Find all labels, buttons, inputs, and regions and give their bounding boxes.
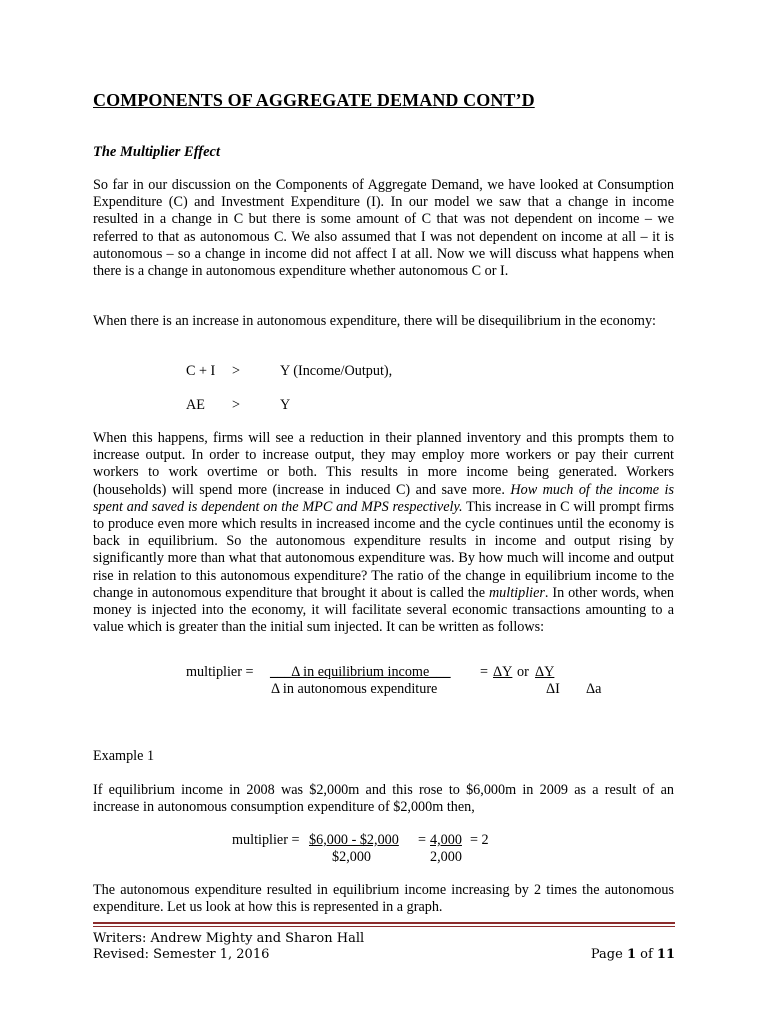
explanation-part-c: This increase in C will prompt firms to produce even more which results in increased income and the cycle continues until the economy is back in equilibrium. So the autonomous expenditure results in income and output rising by significantly more than what that autonomous expenditure was. By how much will income and output rise in relation to this autonomous expenditure? The ratio of the change in equilibrium income to the change in autonomous expenditure that brought it about is called the [93,498,675,601]
explanation-part-e: . In other words, when money is injected into the economy, it will facilitate several economic transactions amounting to a value which is greater than the initial sum injected. It can be written as follows: [93,584,674,636]
formula2-result: = 2 [470,832,489,848]
footer-rule-thin [93,926,675,927]
formula2-lhs: multiplier = [232,832,300,848]
explanation-italic-mpc: How much of the income is spent and saved is dependent on the MPC and MPS respectively. [93,481,674,515]
ineq2-right: Y [280,397,291,413]
footer-revised-row [93,947,675,963]
ineq1-left: C + I [186,363,216,379]
formula2-num2: 4,000 [430,832,462,848]
formula1-dy1: ΔY [493,664,513,680]
explanation-paragraph [93,430,674,636]
formula1-da: Δa [586,681,602,697]
intro-paragraph: So far in our discussion on the Components of Aggregate Demand, we have looked at Consumption Expenditure (C) and Investment Expenditure (I). In our model we saw that a change in income resulted in a change in C but there is some amount of C that was not dependent on income – we referred to that as autonomous C. We also assumed that I was not dependent on income at all – it is autonomous – so a change in income did not affect I at all. Now we will discuss what happens when there is a change in autonomous expenditure whether autonomous C or I. [93,177,674,280]
ineq2-op: > [232,397,241,413]
formula2-numerator: $6,000 - $2,000 [309,832,399,848]
page-word: Page [590,947,623,962]
document-title: COMPONENTS OF AGGREGATE DEMAND CONT’D [93,90,535,110]
ineq1-op: > [232,363,241,379]
page-total: 11 [656,947,675,962]
section-subtitle: The Multiplier Effect [93,144,221,160]
page-number [591,947,675,963]
formula1-or: or [517,664,529,680]
example-paragraph: If equilibrium income in 2008 was $2,000m and this rose to $6,000m in 2009 as a result of an increase in autonomous consumption expenditure of $2,000m then, [93,782,674,816]
formula1-numerator: ___Δ in equilibrium income___ [270,664,451,680]
ineq1-right: Y (Income/Output), [280,363,393,379]
example-heading: Example 1 [93,748,155,764]
formula1-eq: = [480,664,489,680]
formula1-dy2: ΔY [535,664,555,680]
formula1-di: ΔI [546,681,560,697]
footer-rule-thick [93,922,675,924]
footer-writers-text: Writers: Andrew Mighty and Sharon Hall [93,931,365,946]
explanation-part-a: When this happens, firms will see a reduction in their planned inventory and this prompts them to increase output. In order to increase output, they may employ more workers or pay their current workers to work overtime or both. This results in more income being generated. Workers (households) will spend more (increase in induced C) and save more. [93,430,674,498]
footer-revised-text: Revised: Semester 1, 2016 [93,947,270,962]
formula2-den2: 2,000 [430,849,462,865]
formula2-eq1: = [418,832,427,848]
disequilibrium-paragraph: When there is an increase in autonomous expenditure, there will be disequilibrium in the economy: [93,313,657,329]
explanation-italic-multiplier: multiplier [488,584,545,601]
footer-writers [93,931,675,947]
ineq2-left: AE [186,397,205,413]
formula2-den1: $2,000 [332,849,372,865]
formula1-denominator: Δ in autonomous expenditure [271,681,438,697]
of-word: of [640,947,653,962]
formula1-lhs: multiplier = [186,664,254,680]
page-current: 1 [626,947,636,962]
conclusion-paragraph: The autonomous expenditure resulted in equilibrium income increasing by 2 times the autonomous expenditure. Let us look at how this is represented in a graph. [93,882,674,916]
